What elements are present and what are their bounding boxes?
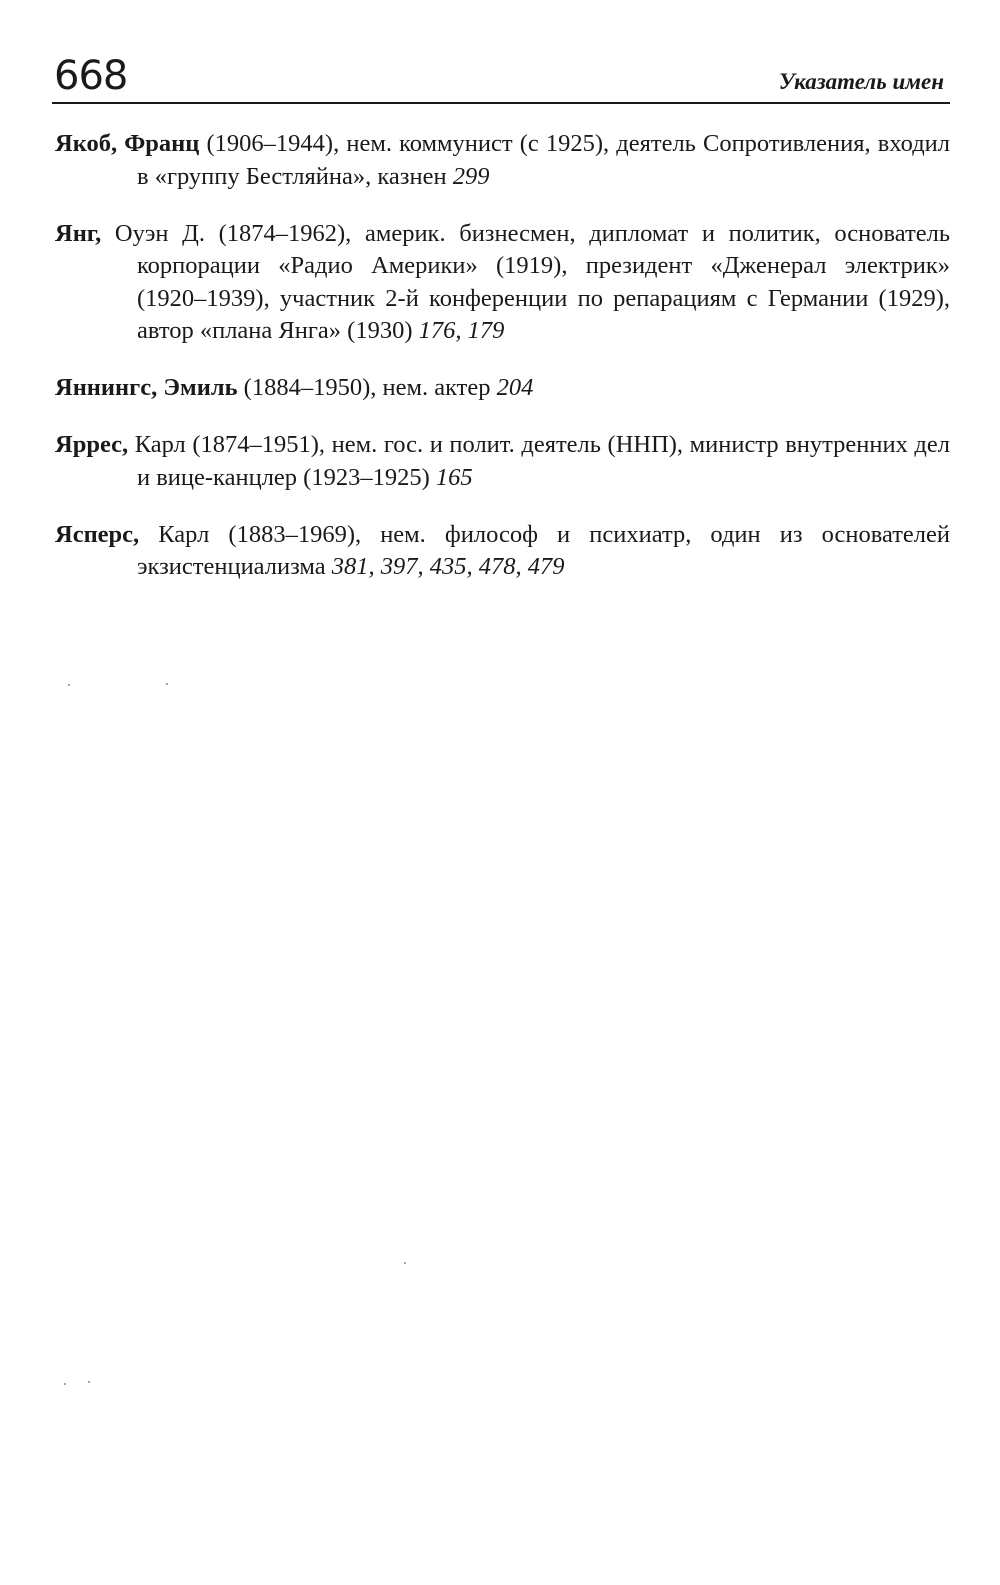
index-entry <box>55 128 950 193</box>
scan-speck <box>166 683 168 685</box>
name-index <box>55 128 950 590</box>
entry-pages: 176, 179 <box>418 317 505 344</box>
entry-name: Янг, <box>55 219 102 247</box>
index-entry <box>55 429 950 494</box>
index-entry <box>55 218 950 348</box>
entry-pages: 381, 397, 435, 478, 479 <box>331 553 565 580</box>
running-head: Указатель имен <box>778 69 944 94</box>
entry-text: Оуэн Д. (1874–1962), америк. бизнесмен, дипломат и политик, основатель корпорации «Радио Америки» (1919), президент «Дженерал электрик» (1920–1939), участник 2-й конференции по репарациям с Германии (1929), автор «плана Янга» (1930) <box>101 219 950 344</box>
entry-pages: 204 <box>496 374 534 401</box>
entry-name: Якоб, Франц <box>55 130 200 157</box>
entry-text: (1884–1950), нем. актер <box>237 374 497 401</box>
entry-text: Карл (1883–1969), нем. философ и психиатр, один из основателей экзистенциализма <box>137 520 950 580</box>
entry-name: Ясперс, <box>55 520 140 548</box>
scan-speck <box>88 1381 90 1383</box>
page-header <box>52 52 950 104</box>
index-entry <box>55 372 950 405</box>
scan-speck <box>68 684 70 686</box>
entry-text: (1906–1944), нем. коммунист (с 1925), деятель Сопротивления, входил в «группу Бестляйна», казнен <box>137 130 950 190</box>
entry-name: Яррес, <box>55 431 129 458</box>
entry-pages: 165 <box>435 463 473 491</box>
index-entry <box>55 519 950 584</box>
scan-speck <box>64 1383 66 1385</box>
entry-pages: 299 <box>452 162 490 190</box>
entry-text: Карл (1874–1951), нем. гос. и полит. деятель (ННП), министр внутренних дел и вице-канцлер (1923–1925) <box>128 431 950 491</box>
entry-name: Яннингс, Эмиль <box>55 374 238 401</box>
scan-speck <box>404 1262 406 1264</box>
page-number: 668 <box>54 53 128 99</box>
